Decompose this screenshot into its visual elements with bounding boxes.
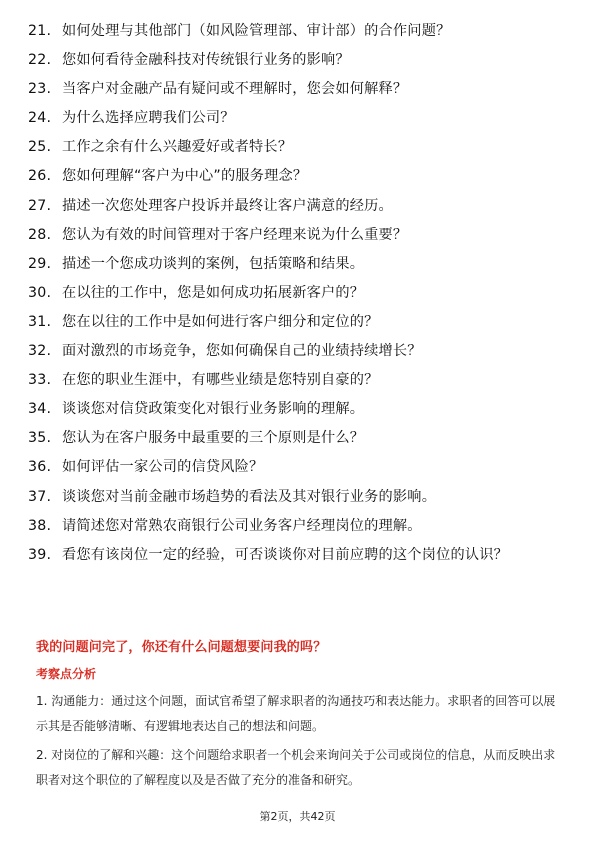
question-text: 谈谈您对当前金融市场趋势的看法及其对银行业务的影响。	[62, 488, 437, 505]
question-item	[28, 488, 568, 507]
question-number: 28.	[28, 226, 52, 243]
question-list	[28, 22, 568, 575]
question-item	[28, 458, 568, 477]
question-number: 32.	[28, 343, 52, 360]
question-number: 21.	[28, 23, 52, 39]
closing-question-heading: 我的问题问完了，你还有什么问题想要问我的吗？	[36, 640, 327, 655]
question-text: 描述一个您成功谈判的案例，包括策略和结果。	[62, 255, 365, 272]
question-text: 面对激烈的市场竞争，您如何确保自己的业绩持续增长？	[62, 343, 422, 360]
question-number: 22.	[28, 52, 52, 69]
question-text: 您如何理解“客户为中心”的服务理念？	[62, 168, 308, 185]
question-text: 您如何看待金融科技对传统银行业务的影响？	[62, 52, 350, 69]
question-item	[28, 284, 568, 303]
question-item	[28, 255, 568, 274]
analysis-point: 1. 沟通能力：通过这个问题，面试官希望了解求职者的沟通技巧和表达能力。求职者的回答可以展示其是否能够清晰、有逻辑地表达自己的想法和问题。	[36, 694, 556, 733]
question-number: 38.	[28, 517, 52, 534]
question-item	[28, 167, 568, 186]
analysis-body	[36, 689, 562, 797]
question-text: 如何处理与其他部门（如风险管理部、审计部）的合作问题？	[62, 23, 451, 39]
question-number: 25.	[28, 139, 52, 156]
question-item	[28, 546, 568, 565]
analysis-heading: 考察点分析	[36, 667, 97, 681]
question-number: 30.	[28, 284, 52, 301]
question-text: 描述一次您处理客户投诉并最终让客户满意的经历。	[62, 197, 393, 214]
question-text: 工作之余有什么兴趣爱好或者特长？	[62, 139, 293, 156]
question-number: 23.	[28, 81, 52, 98]
question-text: 您在以往的工作中是如何进行客户细分和定位的？	[62, 313, 379, 330]
question-number: 36.	[28, 459, 52, 476]
question-item	[28, 109, 568, 128]
question-number: 35.	[28, 430, 52, 447]
analysis-point: 2. 对岗位的了解和兴趣：这个问题给求职者一个机会来询问关于公司或岗位的信息，从而反映出求职者对这个职位的了解程度以及是否做了充分的准备和研究。	[36, 748, 556, 787]
question-text: 您认为在客户服务中最重要的三个原则是什么？	[62, 430, 365, 447]
question-item	[28, 371, 568, 390]
question-number: 37.	[28, 488, 52, 505]
question-item	[28, 342, 568, 361]
question-number: 24.	[28, 110, 52, 127]
question-item	[28, 22, 568, 41]
question-item	[28, 429, 568, 448]
question-number: 26.	[28, 168, 52, 185]
question-item	[28, 80, 568, 99]
question-text: 谈谈您对信贷政策变化对银行业务影响的理解。	[62, 401, 365, 418]
question-text: 如何评估一家公司的信贷风险？	[62, 459, 264, 476]
question-number: 31.	[28, 313, 52, 330]
question-item	[28, 400, 568, 419]
question-item	[28, 226, 568, 245]
question-item	[28, 197, 568, 216]
question-item	[28, 517, 568, 536]
question-item	[28, 138, 568, 157]
question-number: 33.	[28, 372, 52, 389]
question-text: 您认为有效的时间管理对于客户经理来说为什么重要？	[62, 226, 408, 243]
question-number: 34.	[28, 401, 52, 418]
question-item	[28, 313, 568, 332]
question-text: 看您有该岗位一定的经验，可否谈谈你对目前应聘的这个岗位的认识？	[62, 546, 509, 563]
question-item	[28, 51, 568, 70]
question-text: 在以往的工作中，您是如何成功拓展新客户的？	[62, 284, 365, 301]
question-text: 为什么选择应聘我们公司？	[62, 110, 235, 127]
question-number: 29.	[28, 255, 52, 272]
question-text: 在您的职业生涯中，有哪些业绩是您特别自豪的？	[62, 372, 379, 389]
page-footer: 第2页，共42页	[259, 810, 336, 823]
question-number: 27.	[28, 197, 52, 214]
question-number: 39.	[28, 546, 52, 563]
question-text: 当客户对金融产品有疑问或不理解时，您会如何解释？	[62, 81, 408, 98]
question-text: 请简述您对常熟农商银行公司业务客户经理岗位的理解。	[62, 517, 422, 534]
